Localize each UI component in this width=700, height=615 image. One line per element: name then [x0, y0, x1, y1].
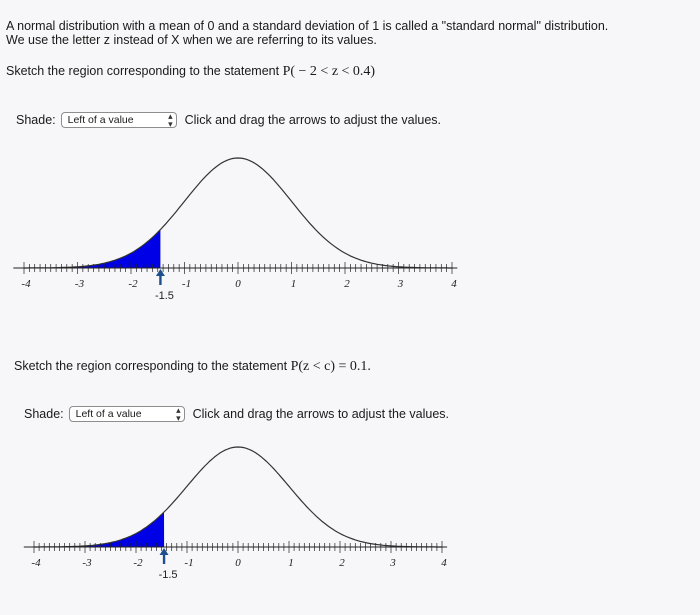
tick-label: 2	[344, 278, 350, 290]
tick-label: -4	[21, 278, 31, 290]
select-arrows-icon: ▴ ▾	[176, 405, 181, 423]
q2-prompt	[14, 359, 371, 374]
q1-statement: P( − 2 < z < 0.4)	[282, 64, 376, 79]
tick-label: 3	[397, 278, 404, 290]
q1-prompt-text: Sketch the region corresponding to the statement	[6, 64, 280, 78]
q2-shade-select[interactable]	[69, 406, 185, 422]
normal-curve	[24, 158, 452, 268]
q2-normal-curve-plot	[0, 440, 480, 600]
marker-value-label: -1.5	[154, 290, 174, 302]
select-arrows-icon: ▴ ▾	[168, 111, 173, 129]
tick-label: 2	[339, 557, 345, 569]
q1-shade-label: Shade:	[16, 113, 56, 127]
intro-line-2: We use the letter z instead of X when we are referring to its values.	[6, 33, 377, 47]
q2-prompt-text: Sketch the region corresponding to the statement	[14, 359, 288, 373]
tick-label: -2	[128, 278, 138, 290]
drag-marker-arrow-icon[interactable]	[156, 269, 165, 285]
q2-shade-row	[24, 406, 449, 422]
tick-label: -1	[184, 557, 194, 569]
tick-label: -3	[82, 557, 92, 569]
tick-label: -1	[181, 278, 192, 290]
q1-shade-select[interactable]	[61, 112, 177, 128]
q1-prompt	[6, 64, 375, 79]
tick-label: -2	[133, 557, 143, 569]
q2-statement: P(z < c) = 0.1.	[290, 359, 371, 374]
q2-shade-label: Shade:	[24, 407, 64, 421]
q1-shade-select-value: Left of a value	[67, 114, 134, 126]
tick-label: 4	[451, 278, 457, 290]
q1-hint: Click and drag the arrows to adjust the values.	[184, 113, 442, 127]
tick-label: 0	[235, 278, 241, 290]
intro-line-1: A normal distribution with a mean of 0 and a standard deviation of 1 is called a "standard normal" distribution.	[6, 19, 609, 33]
q2-hint: Click and drag the arrows to adjust the values.	[192, 407, 450, 421]
tick-label: -4	[31, 557, 41, 569]
tick-label: -3	[74, 278, 85, 290]
tick-label: 3	[390, 557, 396, 569]
tick-label: 1	[290, 278, 297, 290]
normal-curve	[34, 447, 442, 547]
q1-normal-curve-plot	[0, 150, 480, 320]
marker-value-label: -1.5	[158, 569, 178, 581]
drag-marker-arrow-icon[interactable]	[160, 548, 169, 564]
shaded-region	[24, 230, 160, 268]
tick-label: 4	[441, 557, 447, 569]
q1-shade-row	[16, 112, 441, 128]
tick-label: 1	[288, 557, 294, 569]
shaded-region	[34, 512, 164, 547]
tick-label: 0	[235, 557, 241, 569]
q2-shade-select-value: Left of a value	[75, 408, 142, 420]
